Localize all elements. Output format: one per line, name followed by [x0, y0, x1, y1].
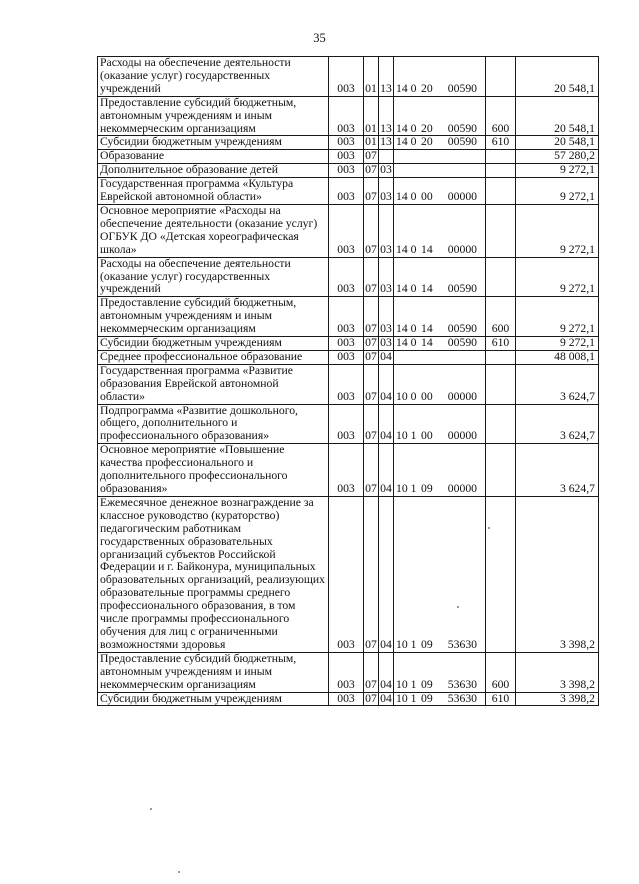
amount: 3 624,7 — [516, 364, 599, 404]
amount: 9 272,1 — [516, 297, 599, 337]
target-article-code — [394, 652, 486, 692]
section-code: 07 — [365, 691, 377, 705]
section-code: 07 — [365, 163, 377, 177]
target-article-part: 10 1 — [396, 429, 417, 443]
target-article-part: 10 1 — [396, 691, 417, 705]
target-article-code — [394, 350, 486, 364]
subsection-code: 04 — [380, 349, 392, 363]
amount: 57 280,2 — [516, 150, 599, 164]
admin-code: 003 — [329, 164, 364, 178]
admin-code: 003 — [329, 136, 364, 150]
target-article-code — [394, 297, 486, 337]
scan-speck — [178, 871, 180, 873]
target-article-part: 14 — [421, 282, 433, 296]
page-number: 35 — [313, 31, 326, 45]
table-row — [98, 204, 599, 257]
amount: 9 272,1 — [516, 164, 599, 178]
row-name: Субсидии бюджетным учреждениям — [98, 136, 329, 150]
amount: 9 272,1 — [516, 204, 599, 257]
target-article-part: 10 0 — [396, 389, 417, 403]
target-article-part: 20 — [421, 121, 433, 135]
target-article-code — [394, 150, 486, 164]
amount: 3 624,7 — [516, 444, 599, 497]
amount: 9 272,1 — [516, 257, 599, 297]
subsection-code: 03 — [379, 297, 394, 337]
expense-type-code — [486, 164, 516, 178]
table-row — [98, 652, 599, 692]
target-article-part: 10 1 — [396, 677, 417, 691]
table-row — [98, 257, 599, 297]
expense-type-code — [486, 257, 516, 297]
subsection-code: 04 — [380, 691, 392, 705]
target-article-part: 00000 — [447, 482, 477, 495]
target-article-part: 14 — [421, 242, 433, 256]
row-name: Среднее профессиональное образование — [98, 350, 329, 364]
section-code: 07 — [364, 404, 379, 444]
target-article-part: 10 1 — [396, 482, 417, 495]
target-article-part: 00 — [421, 389, 433, 403]
expense-type-code — [486, 178, 516, 205]
row-name: Основное мероприятие «Повышение качества профессионального и дополнительного профессионального образования» — [98, 444, 329, 497]
subsection-code: 04 — [379, 444, 394, 497]
admin-code: 003 — [329, 350, 364, 364]
section-code: 07 — [365, 349, 377, 363]
target-article-part: 00590 — [447, 121, 477, 135]
admin-code: 003 — [329, 692, 364, 706]
expense-type-code: 600 — [486, 297, 516, 337]
subsection-code: 04 — [379, 364, 394, 404]
target-article-part: 09 — [421, 482, 433, 495]
target-article-code — [394, 444, 486, 497]
target-article-part: 00000 — [447, 429, 477, 443]
subsection-code: 03 — [380, 163, 392, 177]
target-article-part: 00 — [421, 429, 433, 443]
admin-code: 003 — [329, 337, 364, 351]
section-code: 07 — [364, 496, 379, 652]
subsection-code: 04 — [379, 652, 394, 692]
target-article-code — [394, 692, 486, 706]
amount: 20 548,1 — [516, 57, 599, 97]
expense-type-code: 610 — [486, 136, 516, 150]
row-name: Дополнительное образование детей — [98, 164, 329, 178]
section-code: 07 — [365, 149, 377, 163]
target-article-code — [394, 496, 486, 652]
target-article-part: 14 0 — [396, 336, 417, 350]
row-name: Государственная программа «Развитие образования Еврейской автономной области» — [98, 364, 329, 404]
budget-table — [97, 56, 599, 706]
target-article-part: 14 — [421, 336, 433, 350]
target-article-code — [394, 364, 486, 404]
subsection-code: 03 — [380, 336, 392, 350]
admin-code: 003 — [329, 150, 364, 164]
target-article-part: 14 0 — [396, 81, 417, 95]
subsection-code: 03 — [379, 178, 394, 205]
table-row — [98, 337, 599, 351]
amount: 9 272,1 — [516, 337, 599, 351]
row-name: Субсидии бюджетным учреждениям — [98, 692, 329, 706]
row-name: Расходы на обеспечение деятельности (оказание услуг) государственных учреждений — [98, 257, 329, 297]
subsection-code: 04 — [379, 496, 394, 652]
table-row — [98, 364, 599, 404]
table-row — [98, 297, 599, 337]
table-row — [98, 692, 599, 706]
expense-type-code: 610 — [486, 337, 516, 351]
target-article-code — [394, 257, 486, 297]
expense-type-code — [486, 350, 516, 364]
row-name: Ежемесячное денежное вознаграждение за классное руководство (кураторство) педагогическим работникам государственных образовательных организаций субъектов Российской Федерации и г. Байконура, муниципальных образовательных организаций, реализующих образовательные программы среднего профессионального образования, в том числе программы профессионального обучения для лиц с ограниченными возможностями здоровья — [98, 496, 329, 652]
section-code: 01 — [364, 96, 379, 136]
row-name: Образование — [98, 150, 329, 164]
expense-type-code — [486, 204, 516, 257]
target-article-code — [394, 164, 486, 178]
section-code: 07 — [364, 652, 379, 692]
admin-code: 003 — [329, 204, 364, 257]
target-article-part: 00000 — [447, 190, 477, 204]
row-name: Государственная программа «Культура Еврейской автономной области» — [98, 178, 329, 205]
target-article-part: 09 — [421, 637, 433, 651]
target-article-part: 00590 — [447, 282, 477, 296]
expense-type-code — [486, 150, 516, 164]
amount: 3 398,2 — [516, 652, 599, 692]
section-code: 07 — [364, 204, 379, 257]
admin-code: 003 — [329, 496, 364, 652]
admin-code: 003 — [329, 444, 364, 497]
table-row — [98, 136, 599, 150]
expense-type-code: 600 — [486, 652, 516, 692]
row-name: Предоставление субсидий бюджетным, автономным учреждениям и иным некоммерческим организациям — [98, 297, 329, 337]
table-row — [98, 496, 599, 652]
section-code: 01 — [364, 57, 379, 97]
expense-type-code — [486, 57, 516, 97]
admin-code: 003 — [329, 297, 364, 337]
target-article-code — [394, 57, 486, 97]
target-article-part: 20 — [421, 135, 433, 149]
admin-code: 003 — [329, 652, 364, 692]
target-article-part: 00590 — [447, 135, 477, 149]
target-article-part: 00000 — [447, 242, 477, 256]
amount: 9 272,1 — [516, 178, 599, 205]
expense-type-code: 610 — [486, 692, 516, 706]
subsection-code: 03 — [379, 204, 394, 257]
expense-type-code — [486, 404, 516, 444]
expense-type-code — [486, 444, 516, 497]
subsection-code: 13 — [379, 96, 394, 136]
amount: 3 398,2 — [516, 496, 599, 652]
row-name: Предоставление субсидий бюджетным, автономным учреждениям и иным некоммерческим организациям — [98, 652, 329, 692]
admin-code: 003 — [329, 178, 364, 205]
admin-code: 003 — [329, 57, 364, 97]
target-article-part: 14 — [421, 322, 433, 336]
scan-speck — [488, 527, 490, 529]
target-article-part: 20 — [421, 81, 433, 95]
subsection-code: 13 — [380, 135, 392, 149]
target-article-part: 00 — [421, 190, 433, 204]
target-article-code — [394, 136, 486, 150]
section-code: 07 — [365, 336, 377, 350]
section-code: 07 — [364, 178, 379, 205]
admin-code: 003 — [329, 96, 364, 136]
amount: 3 398,2 — [516, 692, 599, 706]
target-article-part: 00590 — [447, 336, 477, 350]
scan-speck — [457, 606, 459, 608]
table-row — [98, 404, 599, 444]
target-article-part: 00590 — [447, 322, 477, 336]
expense-type-code: 600 — [486, 96, 516, 136]
section-code: 07 — [364, 257, 379, 297]
section-code: 07 — [364, 364, 379, 404]
target-article-part: 14 0 — [396, 135, 417, 149]
row-name: Предоставление субсидий бюджетным, автономным учреждениям и иным некоммерческим организациям — [98, 96, 329, 136]
table-row — [98, 96, 599, 136]
expense-type-code — [486, 496, 516, 652]
target-article-code — [394, 178, 486, 205]
target-article-part: 09 — [421, 691, 433, 705]
target-article-part: 00000 — [447, 389, 477, 403]
row-name: Основное мероприятие «Расходы на обеспечение деятельности (оказание услуг) ОГБУК ДО «Детская хореографическая школа» — [98, 204, 329, 257]
budget-table-body — [98, 57, 599, 706]
subsection-code: 03 — [379, 257, 394, 297]
table-row — [98, 178, 599, 205]
target-article-part: 00590 — [447, 81, 477, 95]
amount: 3 624,7 — [516, 404, 599, 444]
target-article-part: 14 0 — [396, 190, 417, 204]
target-article-part: 09 — [421, 677, 433, 691]
target-article-part: 14 0 — [396, 282, 417, 296]
table-row — [98, 57, 599, 97]
table-row — [98, 444, 599, 497]
target-article-code — [394, 404, 486, 444]
section-code: 01 — [365, 135, 377, 149]
scan-speck — [150, 808, 152, 810]
subsection-code: 04 — [379, 404, 394, 444]
subsection-code: 13 — [379, 57, 394, 97]
target-article-part: 14 0 — [396, 242, 417, 256]
target-article-part: 53630 — [447, 691, 477, 705]
admin-code: 003 — [329, 364, 364, 404]
section-code: 07 — [364, 444, 379, 497]
target-article-part: 14 0 — [396, 121, 417, 135]
amount: 20 548,1 — [516, 136, 599, 150]
amount: 20 548,1 — [516, 96, 599, 136]
target-article-part: 10 1 — [396, 637, 417, 651]
target-article-code — [394, 96, 486, 136]
table-row — [98, 164, 599, 178]
subsection-code — [379, 150, 394, 164]
target-article-code — [394, 204, 486, 257]
target-article-code — [394, 337, 486, 351]
admin-code: 003 — [329, 404, 364, 444]
row-name: Расходы на обеспечение деятельности (оказание услуг) государственных учреждений — [98, 57, 329, 97]
table-row — [98, 350, 599, 364]
row-name: Подпрограмма «Развитие дошкольного, общего, дополнительного и профессионального образования» — [98, 404, 329, 444]
admin-code: 003 — [329, 257, 364, 297]
row-name: Субсидии бюджетным учреждениям — [98, 337, 329, 351]
amount: 48 008,1 — [516, 350, 599, 364]
target-article-part: 53630 — [447, 677, 477, 691]
table-row — [98, 150, 599, 164]
target-article-part: 14 0 — [396, 322, 417, 336]
target-article-part: 53630 — [447, 637, 477, 651]
expense-type-code — [486, 364, 516, 404]
section-code: 07 — [364, 297, 379, 337]
